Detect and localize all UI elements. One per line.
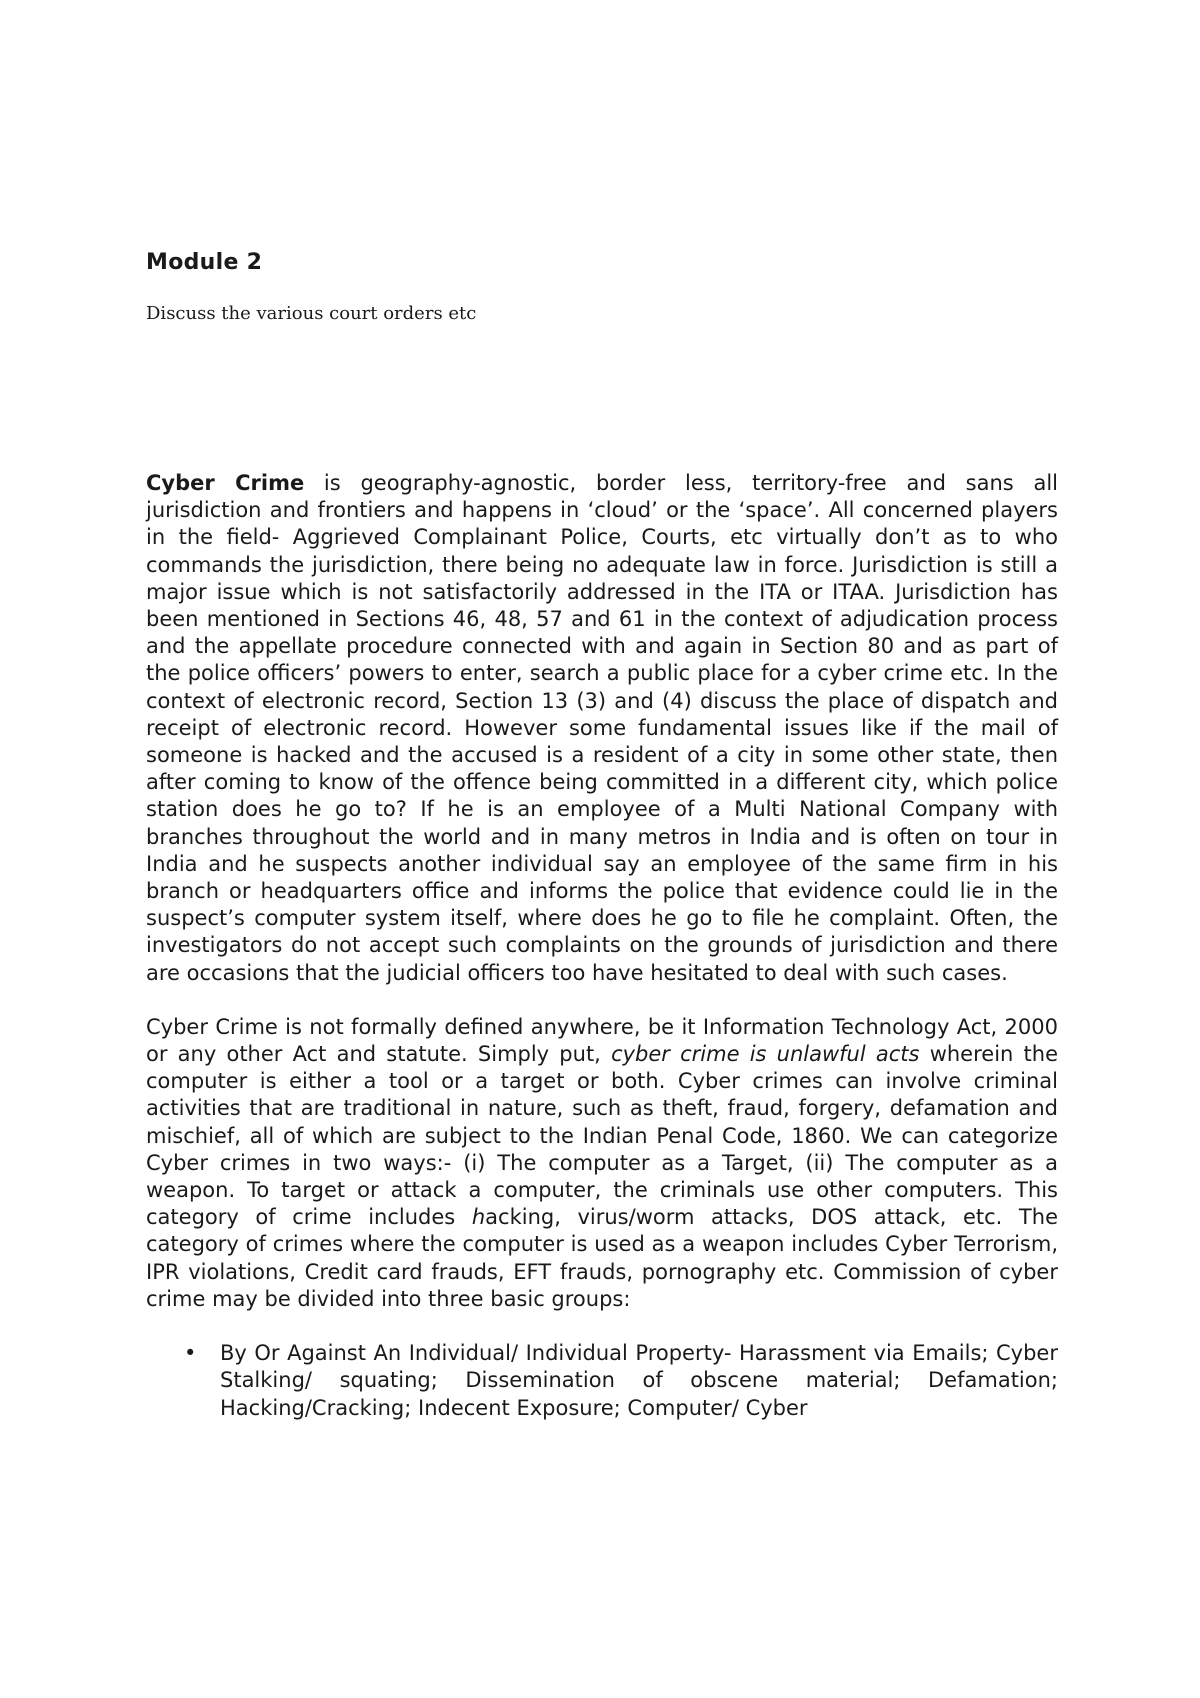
paragraph-italic-segment: cyber crime is unlawful acts xyxy=(611,1042,920,1067)
paragraph-jurisdiction xyxy=(146,470,1058,987)
list-item xyxy=(146,1340,1058,1422)
bullet-icon: • xyxy=(184,1341,197,1366)
document-content xyxy=(146,250,1058,1422)
paragraph-lead-term: Cyber Crime xyxy=(146,471,305,495)
paragraph-text-segment: wherein the computer is either a tool or a target or both. Cyber crimes can involve criminal activities that are traditional in nature, such as theft, fraud, forgery, defamation and mischief, all of which are subject to the Indian Penal Code, 1860. We can categorize Cyber crimes in two ways:- (i) The computer as a Target, (ii) The computer as a weapon. To target or attack a computer, the criminals use other computers. This category of crime includes xyxy=(146,1042,1058,1230)
list-item-text: By Or Against An Individual/ Individual Property- Harassment via Emails; Cyber Stalking/ squating; Dissemination of obscene material; Defamation; Hacking/Cracking; Indecent Exposure; Computer/ Cyber xyxy=(220,1341,1058,1420)
paragraph-definition xyxy=(146,1014,1058,1313)
module-subtitle: Discuss the various court orders etc xyxy=(146,303,477,324)
paragraph-body: is geography-agnostic, border less, territory-free and sans all jurisdiction and frontiers and happens in ‘cloud’ or the ‘space’. All concerned players in the field- Aggrieved Complainant Police, Courts, etc virtually don’t as to who commands the jurisdiction, there being no adequate law in force. Jurisdiction is still a major issue which is not satisfactorily addressed in the ITA or ITAA. Jurisdiction has been mentioned in Sections 46, 48, 57 and 61 in the context of adjudication process and the appellate procedure connected with and again in Section 80 and as part of the police officers’ powers to enter, search a public place for a cyber crime etc. In the context of electronic record, Section 13 (3) and (4) discuss the place of dispatch and receipt of electronic record. However some fundamental issues like if the mail of someone is hacked and the accused is a resident of a city in some other state, then after coming to know of the offence being committed in a different city, which police station does he go to? If he is an employee of a Multi National Company with branches throughout the world and in many metros in India and is often on tour in India and he suspects another individual say an employee of the same firm in his branch or headquarters office and informs the police that evidence could lie in the suspect’s computer system itself, where does he go to file he complaint. Often, the investigators do not accept such complaints on the grounds of jurisdiction and there are occasions that the judicial officers too have hesitated to deal with such cases. xyxy=(146,471,1059,985)
paragraph-italic-segment: h xyxy=(471,1205,486,1230)
paragraph-text-segment: acking, virus/worm attacks, DOS attack, etc. The category of crimes where the computer is used as a weapon includes Cyber Terrorism, IPR violations, Credit card frauds, EFT frauds, pornography etc. Commission of cyber crime may be divided into three basic groups: xyxy=(146,1205,1058,1311)
module-title: Module 2 xyxy=(146,250,263,275)
paragraph-text-segment: Cyber Crime is not formally defined anywhere, be it Information Technology Act, 2000 or any other Act and statute. Simply put, xyxy=(146,1014,1058,1067)
bullet-list xyxy=(146,1340,1058,1422)
